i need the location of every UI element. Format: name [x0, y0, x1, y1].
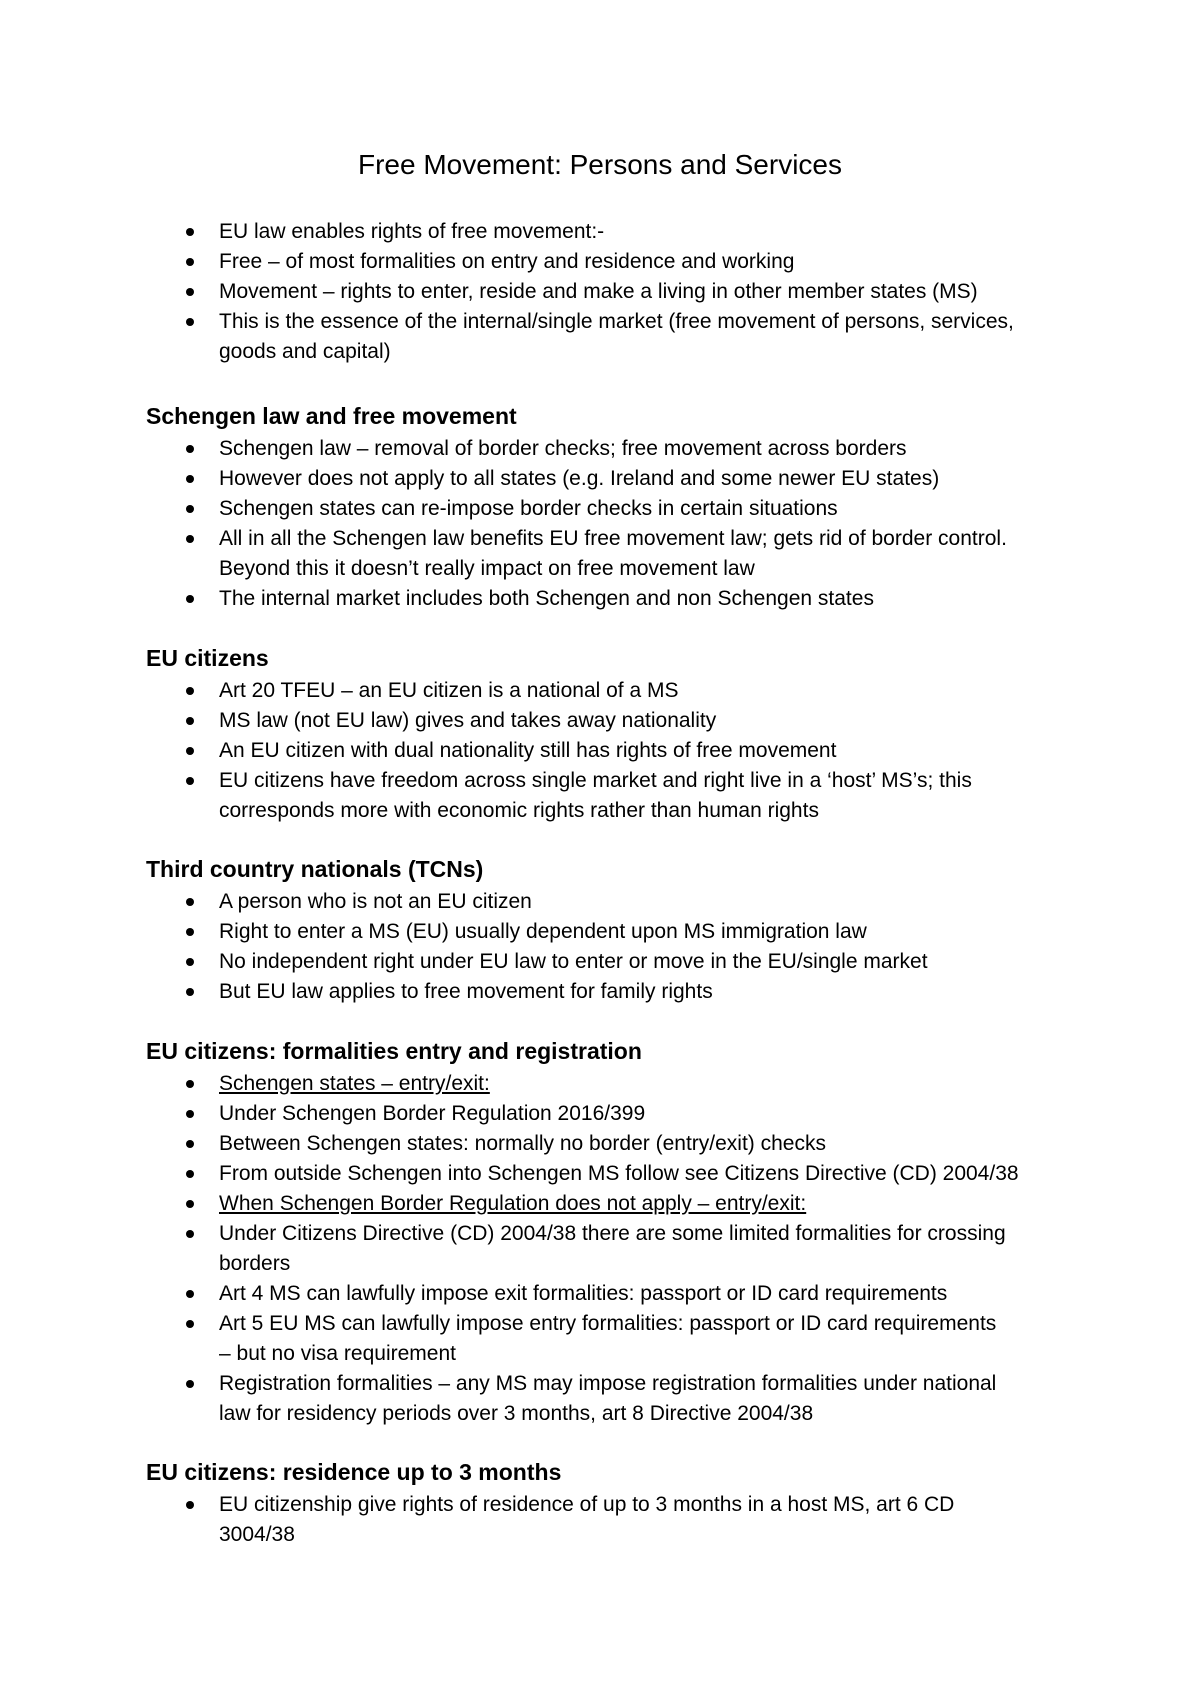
bullet-icon: [186, 1320, 194, 1328]
list-item-text-continued: – but no visa requirement: [219, 1342, 456, 1365]
bullet-icon: [186, 777, 194, 785]
bullet-icon: [186, 505, 194, 513]
list-item-text: This is the essence of the internal/single market (free movement of persons, services,: [219, 310, 1014, 333]
bullet-icon: [186, 288, 194, 296]
page-title: Free Movement: Persons and Services: [358, 149, 842, 180]
list-item: [0, 947, 1079, 977]
list-item: [0, 1369, 1079, 1429]
bullet-icon: [186, 1501, 194, 1509]
list-item: [0, 1490, 1079, 1550]
section-list: [0, 1490, 1079, 1550]
list-item: [0, 1219, 1079, 1279]
list-item-text: A person who is not an EU citizen: [219, 890, 532, 913]
bullet-icon: [186, 687, 194, 695]
list-item: [0, 464, 1079, 494]
list-item-text: Registration formalities – any MS may impose registration formalities under national: [219, 1372, 997, 1395]
list-item: [0, 494, 1079, 524]
list-item-text: EU citizenship give rights of residence of up to 3 months in a host MS, art 6 CD: [219, 1493, 955, 1516]
list-item-text: Under Schengen Border Regulation 2016/399: [219, 1102, 646, 1125]
list-item-text: From outside Schengen into Schengen MS follow see Citizens Directive (CD) 2004/38: [219, 1162, 1019, 1185]
list-item-text: However does not apply to all states (e.g. Ireland and some newer EU states): [219, 467, 940, 490]
bullet-icon: [186, 318, 194, 326]
bullet-icon: [186, 1110, 194, 1118]
list-item: [0, 766, 1079, 826]
list-item-text: Schengen states – entry/exit:: [219, 1072, 490, 1095]
section-list: [0, 887, 1079, 1007]
list-item: [0, 676, 1079, 706]
list-item: [0, 977, 1079, 1007]
list-item-text-continued: 3004/38: [219, 1523, 295, 1546]
list-item-text: Under Citizens Directive (CD) 2004/38 there are some limited formalities for crossing: [219, 1222, 1006, 1245]
bullet-icon: [186, 1200, 194, 1208]
section-heading: Third country nationals (TCNs): [146, 856, 484, 882]
bullet-icon: [186, 958, 194, 966]
list-item: [0, 1309, 1079, 1369]
list-item-text: No independent right under EU law to enter or move in the EU/single market: [219, 950, 928, 973]
list-item: [0, 917, 1079, 947]
list-item-text: EU law enables rights of free movement:-: [219, 220, 605, 243]
list-item: [0, 1099, 1079, 1129]
list-item: [0, 706, 1079, 736]
list-item-text: Right to enter a MS (EU) usually dependent upon MS immigration law: [219, 920, 867, 943]
list-item-text: Schengen law – removal of border checks; free movement across borders: [219, 437, 907, 460]
list-item-text: EU citizens have freedom across single market and right live in a ‘host’ MS’s; this: [219, 769, 972, 792]
section-list: [0, 1069, 1079, 1429]
list-item-text: Art 4 MS can lawfully impose exit formalities: passport or ID card requirements: [219, 1282, 948, 1305]
list-item: [0, 1189, 1079, 1219]
list-item: [0, 736, 1079, 766]
list-item-text: Free – of most formalities on entry and residence and working: [219, 250, 795, 273]
list-item-text: MS law (not EU law) gives and takes away nationality: [219, 709, 717, 732]
list-item-text: When Schengen Border Regulation does not apply – entry/exit:: [219, 1192, 807, 1215]
list-item-text: The internal market includes both Schengen and non Schengen states: [219, 587, 874, 610]
bullet-icon: [186, 988, 194, 996]
bullet-icon: [186, 1080, 194, 1088]
section-heading: Schengen law and free movement: [146, 403, 517, 429]
bullet-icon: [186, 928, 194, 936]
bullet-icon: [186, 1290, 194, 1298]
bullet-icon: [186, 535, 194, 543]
bullet-icon: [186, 445, 194, 453]
section-heading: EU citizens: residence up to 3 months: [146, 1459, 562, 1485]
list-item: [0, 217, 1079, 247]
list-item-text: Schengen states can re-impose border checks in certain situations: [219, 497, 838, 520]
section-heading: EU citizens: [146, 645, 269, 671]
list-item: [0, 887, 1079, 917]
list-item-text-continued: law for residency periods over 3 months, art 8 Directive 2004/38: [219, 1402, 814, 1425]
list-item: [0, 1159, 1079, 1189]
bullet-icon: [186, 747, 194, 755]
list-item-text-continued: borders: [219, 1252, 291, 1275]
bullet-icon: [186, 595, 194, 603]
bullet-icon: [186, 228, 194, 236]
list-item: [0, 524, 1079, 584]
intro-list: [0, 217, 1079, 367]
section-list: [0, 434, 1079, 614]
bullet-icon: [186, 717, 194, 725]
list-item: [0, 277, 1079, 307]
bullet-icon: [186, 1170, 194, 1178]
bullet-icon: [186, 475, 194, 483]
list-item: [0, 1279, 1079, 1309]
list-item: [0, 584, 1079, 614]
list-item: [0, 1069, 1079, 1099]
list-item-text: Movement – rights to enter, reside and make a living in other member states (MS): [219, 280, 978, 303]
bullet-icon: [186, 1140, 194, 1148]
bullet-icon: [186, 1230, 194, 1238]
section-list: [0, 676, 1079, 826]
bullet-icon: [186, 1380, 194, 1388]
list-item-text-continued: goods and capital): [219, 340, 391, 363]
list-item: [0, 307, 1079, 367]
list-item: [0, 247, 1079, 277]
bullet-icon: [186, 258, 194, 266]
list-item-text-continued: corresponds more with economic rights rather than human rights: [219, 799, 819, 822]
list-item-text: But EU law applies to free movement for family rights: [219, 980, 713, 1003]
list-item-text: All in all the Schengen law benefits EU free movement law; gets rid of border control.: [219, 527, 1007, 550]
list-item-text: Art 20 TFEU – an EU citizen is a national of a MS: [219, 679, 679, 702]
list-item-text: An EU citizen with dual nationality still has rights of free movement: [219, 739, 837, 762]
list-item-text: Art 5 EU MS can lawfully impose entry formalities: passport or ID card requirements: [219, 1312, 997, 1335]
list-item: [0, 434, 1079, 464]
section-heading: EU citizens: formalities entry and registration: [146, 1038, 642, 1064]
list-item: [0, 1129, 1079, 1159]
list-item-text: Between Schengen states: normally no border (entry/exit) checks: [219, 1132, 826, 1155]
list-item-text-continued: Beyond this it doesn’t really impact on free movement law: [219, 557, 755, 580]
bullet-icon: [186, 898, 194, 906]
